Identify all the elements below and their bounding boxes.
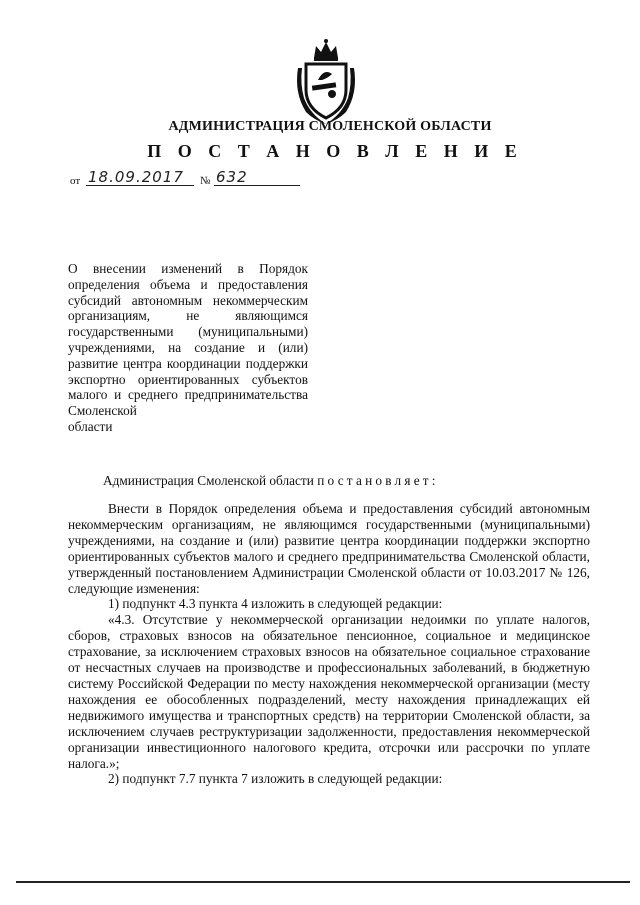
date-label: от [70,175,81,187]
preamble [103,473,439,489]
date-underline [86,185,194,186]
organization-name: АДМИНИСТРАЦИЯ СМОЛЕНСКОЙ ОБЛАСТИ [168,119,492,134]
preamble-verb: постановляет: [317,473,439,488]
paragraph-intro: Внести в Порядок определения объема и предоставления субсидий автономным некоммерческим организациям, не являющимся государственными (муниципальными) учреждениями, на создание и (или) развитие центра координации поддержки экспортно ориентированных субъектов малого и среднего предпринимательства Смоленской области, утвержденный постановлением Администрации Смоленской области от 10.03.2017 № 126, следующие изменения: [68,501,590,596]
preamble-text: Администрация Смоленской области [103,473,314,488]
date-number-line [70,168,310,190]
paragraph-item-1: 1) подпункт 4.3 пункта 4 изложить в следующей редакции: [108,596,443,612]
document-type: П О С Т А Н О В Л Е Н И Е [147,141,523,161]
number-underline [214,185,300,186]
date-value: 18.09.2017 [88,168,184,186]
number-value: 632 [216,168,248,186]
page-bottom-rule [16,881,630,883]
paragraph-item-2: 2) подпункт 7.7 пункта 7 изложить в следующей редакции: [108,771,443,787]
subject-text: О внесении изменений в Порядок определения объема и предоставления субсидий автономным некоммерческим организациям, не являющимся государственными (муниципальными) учреждениями, на создание и (или) развитие центра координации поддержки экспортно ориентированных субъектов малого и среднего предпринимательства Смоленской [68,261,308,419]
number-label: № [200,175,211,187]
paragraph-quote-4-3: «4.3. Отсутствие у некоммерческой организации недоимки по уплате налогов, сборов, страховых взносов на обязательное пенсионное, социальное и медицинское страхование, за исключением страховых взносов на обязательное социальное страхование от несчастных случаев на производстве и профессиональных заболеваний, в бюджетную систему Российской Федерации по месту нахождения некоммерческой организации (месту нахождения ее обособленных подразделений, месту нахождения принадлежащих ей недвижимого имущества и транспортных средств) на территории Смоленской области, за исключением случаев реструктуризации задолженности, предоставления некоммерческой организации инвестиционного налогового кредита, отсрочки или рассрочки по уплате налога.»; [68,612,590,771]
subject-text-last: области [68,418,113,434]
document-body [68,501,590,787]
smolensk-coat-of-arms-icon [292,38,360,126]
document-subject [68,261,308,435]
